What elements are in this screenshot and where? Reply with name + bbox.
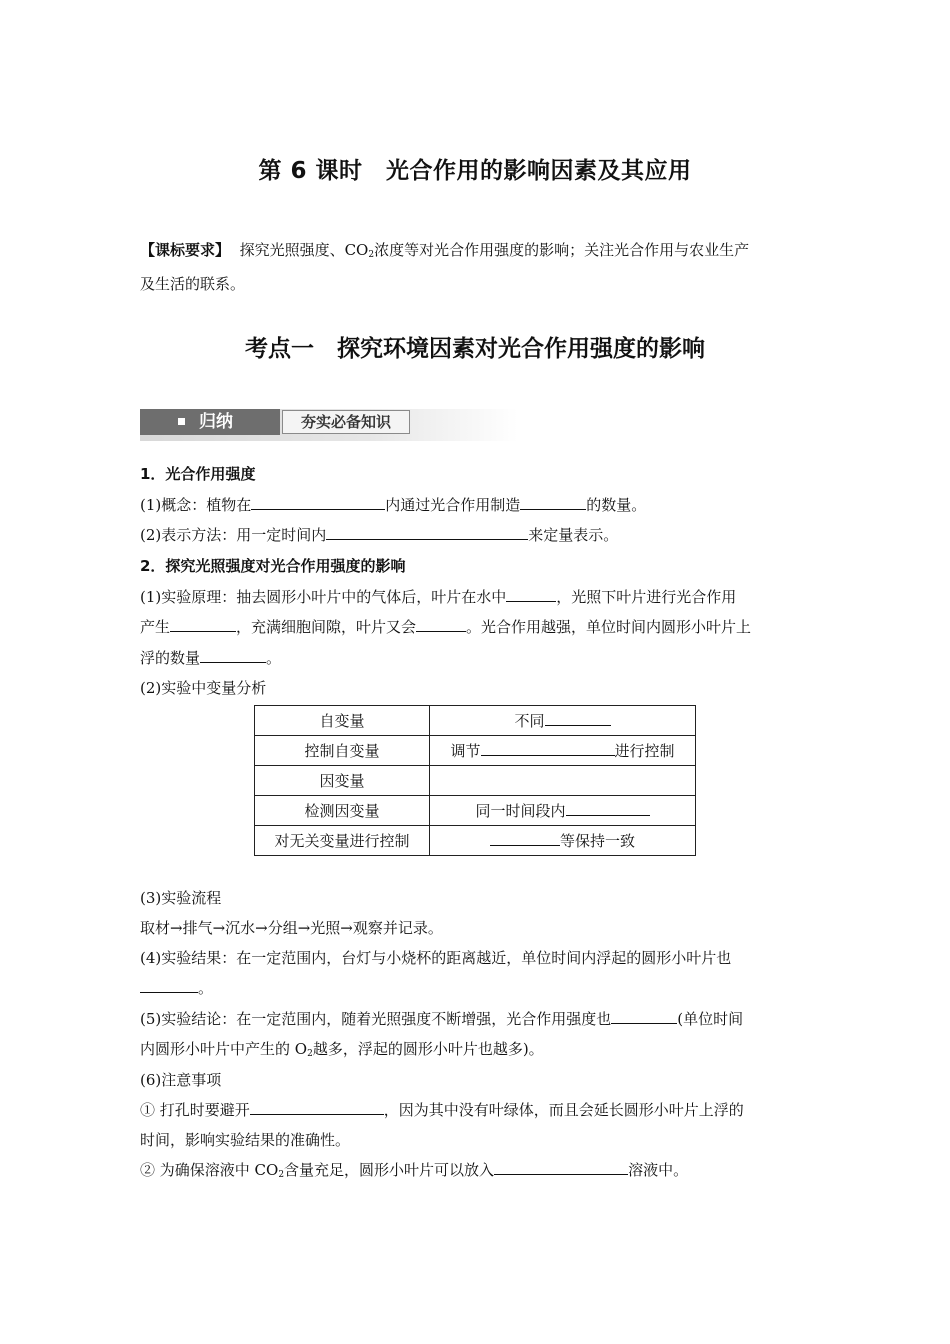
note-1-text-a: ① 打孔时要避开 (140, 1101, 250, 1119)
principle-text-2a: 产生 (140, 618, 171, 636)
lesson-title: 第 6 课时 光合作用的影响因素及其应用 (258, 158, 692, 184)
blank-3 (326, 524, 528, 540)
expression-text-b: 来定量表示。 (528, 526, 619, 544)
requirement-tag: 【课标要求】 (140, 241, 231, 259)
blank-4 (506, 586, 556, 602)
table-row (255, 736, 696, 766)
table-value (430, 766, 696, 796)
principle-text-1a: (1)实验原理：抽去圆形小叶片中的气体后，叶片在水中 (140, 588, 507, 606)
blank-6 (416, 616, 466, 632)
note-1-line-2: 时间，影响实验结果的准确性。 (140, 1131, 351, 1149)
conclusion-line-1 (140, 1008, 812, 1029)
curriculum-requirement (140, 236, 812, 299)
note-2-sub: 2 (278, 1170, 285, 1180)
notes-heading: (6)注意事项 (140, 1071, 222, 1089)
table-value (430, 706, 696, 736)
section-title: 考点一 探究环境因素对光合作用强度的影响 (245, 336, 705, 362)
table-value-a: 调节 (450, 742, 481, 760)
conclusion-sub: 2 (307, 1049, 313, 1059)
result-line-1 (140, 947, 812, 968)
note-2-text-c: 溶液中。 (628, 1161, 689, 1179)
table-blank (490, 830, 560, 846)
square-bullet-icon (178, 418, 185, 425)
table-value-a: 同一时间段内 (475, 802, 566, 820)
blank-11 (494, 1159, 628, 1175)
table-row (255, 706, 696, 736)
blank-2 (520, 494, 586, 510)
conclusion-line-2 (140, 1038, 812, 1059)
table-value (430, 736, 696, 766)
table-label: 自变量 (255, 706, 430, 736)
expression-line (140, 524, 812, 545)
conclusion-text-2a: 内圆形小叶片中产生的 O (140, 1040, 308, 1058)
requirement-text-1a: 探究光照强度、CO (239, 241, 369, 259)
concept-text-b: 内通过光合作用制造 (385, 496, 521, 514)
note-2-line (140, 1159, 812, 1180)
principle-text-3b: 。 (266, 649, 282, 667)
blank-5 (170, 616, 236, 632)
blank-9 (611, 1008, 677, 1024)
banner-dark-text: 归纳 (199, 412, 233, 432)
result-line-2 (140, 977, 812, 998)
table-row (255, 766, 696, 796)
table-blank (481, 740, 615, 756)
principle-text-1b: ，光照下叶片进行光合作用 (556, 588, 737, 606)
requirement-text-2: 及生活的联系。 (140, 275, 246, 293)
blank-1 (251, 494, 385, 510)
requirement-sub: 2 (368, 250, 375, 260)
section-banner (140, 409, 518, 441)
table-label: 对无关变量进行控制 (255, 826, 430, 856)
variables-table (254, 705, 696, 856)
blank-7 (200, 647, 266, 663)
principle-text-2c: 。光合作用越强，单位时间内圆形小叶片上 (466, 618, 752, 636)
note-1-text-b: ，因为其中没有叶绿体，而且会延长圆形小叶片上浮的 (383, 1101, 744, 1119)
blank-10 (250, 1099, 384, 1115)
principle-text-2b: ，充满细胞间隙，叶片又会 (236, 618, 417, 636)
conclusion-text-1a: (5)实验结论：在一定范围内，随着光照强度不断增强，光合作用强度也 (140, 1010, 612, 1028)
flow-text: 取材→排气→沉水→分组→光照→观察并记录。 (140, 919, 443, 937)
table-value-a: 不同 (514, 712, 545, 730)
table-blank (545, 710, 611, 726)
table-blank (566, 800, 650, 816)
table-row (255, 826, 696, 856)
flow-heading: (3)实验流程 (140, 889, 222, 907)
concept-text-a: (1)概念：植物在 (140, 496, 252, 514)
table-label: 因变量 (255, 766, 430, 796)
conclusion-text-1b: (单位时间 (677, 1010, 744, 1028)
heading-2: 2．探究光照强度对光合作用强度的影响 (140, 557, 406, 575)
principle-line-1 (140, 586, 812, 607)
table-value (430, 796, 696, 826)
principle-line-3 (140, 647, 812, 668)
note-2-text-a: ② 为确保溶液中 CO (140, 1161, 279, 1179)
table-label: 检测因变量 (255, 796, 430, 826)
banner-dark-label (140, 409, 280, 435)
table-value (430, 826, 696, 856)
principle-line-2 (140, 616, 812, 637)
result-text-1: (4)实验结果：在一定范围内，台灯与小烧杯的距离越近，单位时间内浮起的圆形小叶片也 (140, 949, 732, 967)
table-value-b: 等保持一致 (559, 832, 635, 850)
heading-1: 1．光合作用强度 (140, 465, 256, 483)
result-text-2: 。 (198, 979, 214, 997)
blank-8 (140, 977, 198, 993)
conclusion-text-2b: 越多，浮起的圆形小叶片也越多)。 (312, 1040, 544, 1058)
concept-text-c: 的数量。 (586, 496, 647, 514)
table-row (255, 796, 696, 826)
table-value-b: 进行控制 (614, 742, 675, 760)
expression-text-a: (2)表示方法：用一定时间内 (140, 526, 327, 544)
requirement-text-1b: 浓度等对光合作用强度的影响；关注光合作用与农业生产 (374, 241, 750, 259)
note-2-text-b: 含量充足，圆形小叶片可以放入 (284, 1161, 495, 1179)
table-label: 控制自变量 (255, 736, 430, 766)
variables-heading: (2)实验中变量分析 (140, 679, 267, 697)
concept-line (140, 494, 812, 515)
note-1-line-1 (140, 1099, 812, 1120)
banner-light-label: 夯实必备知识 (282, 410, 410, 434)
principle-text-3a: 浮的数量 (140, 649, 201, 667)
